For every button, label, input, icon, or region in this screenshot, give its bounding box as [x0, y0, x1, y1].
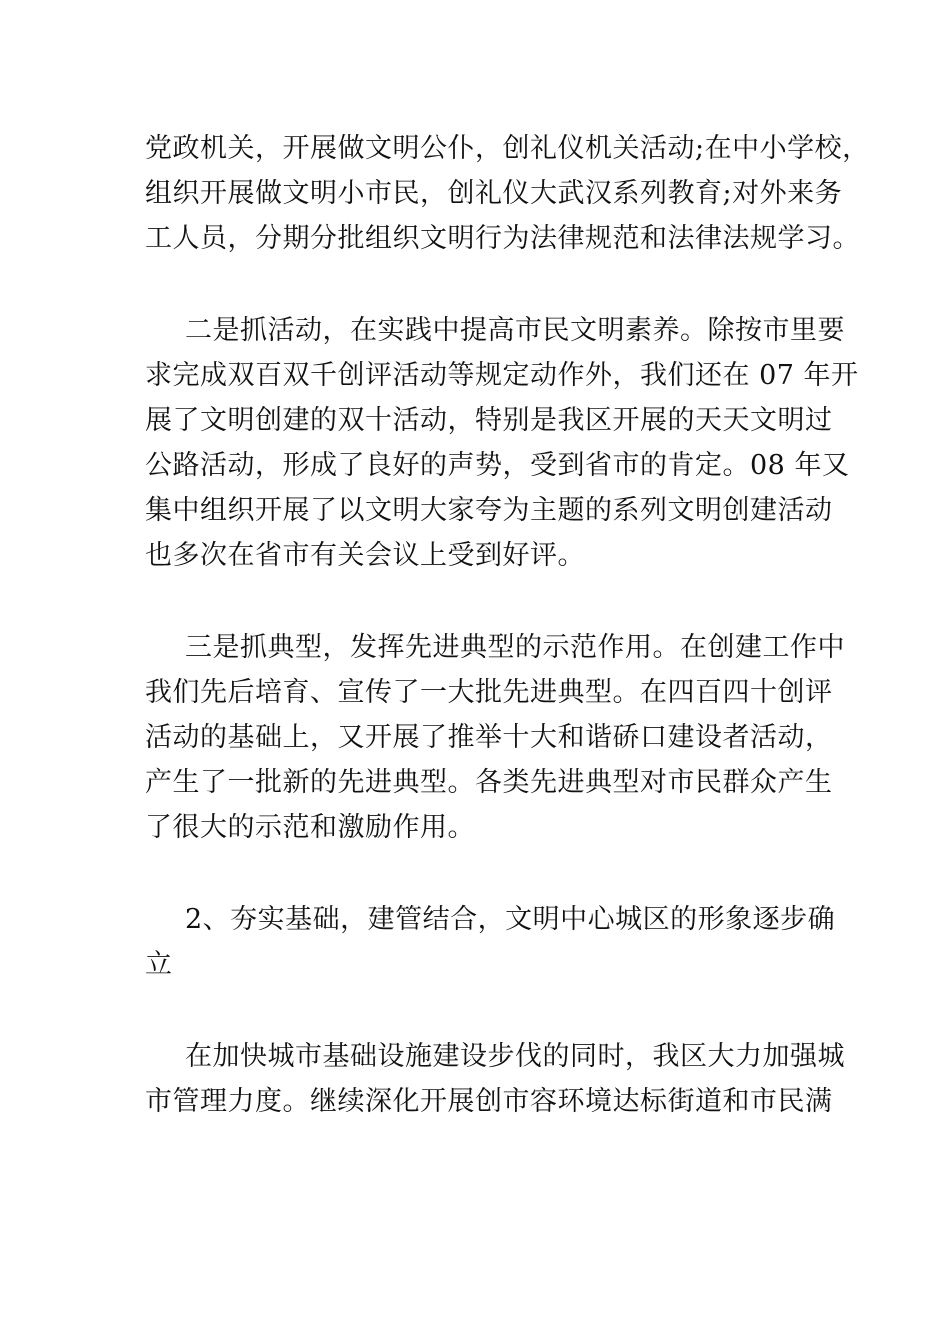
- paragraph-gap: [145, 578, 815, 625]
- text-line: 组织开展做文明小市民，创礼仪大武汉系列教育;对外来务: [145, 178, 843, 209]
- paragraph-5: [145, 1034, 845, 1124]
- text-line: 三是抓典型，发挥先进典型的示范作用。在创建工作中: [185, 632, 845, 663]
- text-line: 集中组织开展了以文明大家夸为主题的系列文明创建活动: [145, 495, 833, 526]
- text-line: 活动的基础上，又开展了推举十大和谐硚口建设者活动，: [145, 722, 833, 753]
- paragraph-1: [145, 126, 870, 261]
- text-line: 了很大的示范和激励作用。: [145, 812, 475, 843]
- text-line: 公路活动，形成了良好的声势，受到省市的肯定。08 年又: [145, 450, 850, 481]
- paragraph-3: [145, 625, 845, 850]
- text-line: 2、夯实基础，建管结合，文明中心城区的形象逐步确: [185, 904, 836, 935]
- text-line: 产生了一批新的先进典型。各类先进典型对市民群众产生: [145, 767, 833, 798]
- text-line: 二是抓活动，在实践中提高市民文明素养。除按市里要: [185, 315, 845, 346]
- text-line: 在加快城市基础设施建设步伐的同时，我区大力加强城: [185, 1041, 845, 1072]
- text-line: 求完成双百双千创评活动等规定动作外，我们还在 07 年开: [145, 360, 859, 391]
- text-line: 党政机关，开展做文明公仆，创礼仪机关活动;在中小学校，: [145, 133, 870, 164]
- document-body: [145, 126, 870, 1124]
- paragraph-2: [145, 308, 859, 578]
- text-line: 我们先后培育、宣传了一大批先进典型。在四百四十创评: [145, 677, 833, 708]
- paragraph-gap: [145, 987, 815, 1034]
- paragraph-gap: [145, 850, 815, 897]
- paragraph-gap: [145, 261, 815, 308]
- text-line: 工人员，分期分批组织文明行为法律规范和法律法规学习。: [145, 223, 860, 254]
- text-line: 也多次在省市有关会议上受到好评。: [145, 540, 585, 571]
- text-line: 展了文明创建的双十活动，特别是我区开展的天天文明过: [145, 405, 833, 436]
- text-line: 市管理力度。继续深化开展创市容环境达标街道和市民满: [145, 1086, 833, 1117]
- text-line: 立: [145, 949, 173, 980]
- section-heading: [145, 897, 836, 987]
